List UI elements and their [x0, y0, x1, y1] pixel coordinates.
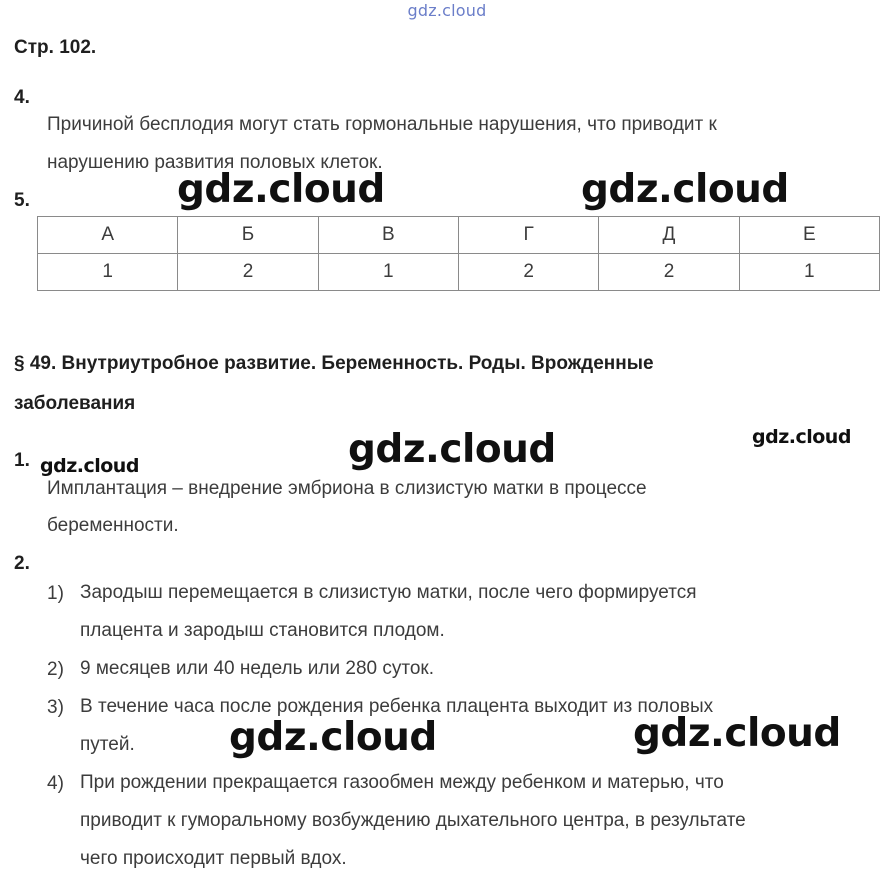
question-1-line-2: беременности. [47, 515, 179, 536]
watermark: gdz.cloud [348, 427, 556, 472]
list-item-4-line-2: приводит к гуморальному возбуждению дыхательного центра, в результате [80, 810, 746, 831]
list-item-3-number: 3) [47, 697, 64, 718]
watermark: gdz.cloud [752, 426, 851, 448]
answer-letter-cell: А [38, 217, 178, 254]
list-item-1-number: 1) [47, 583, 64, 604]
top-watermark: gdz.cloud [407, 1, 487, 20]
answer-value-cell: 1 [318, 254, 458, 291]
answer-value-cell: 2 [599, 254, 739, 291]
task-4-line-1: Причиной бесплодия могут стать гормональные нарушения, что приводит к [47, 114, 717, 135]
answer-table-value-row [38, 254, 880, 291]
question-2-number: 2. [14, 553, 30, 574]
watermark: gdz.cloud [40, 455, 139, 477]
section-heading-line-2: заболевания [14, 393, 136, 414]
list-item-1-line-1: Зародыш перемещается в слизистую матки, после чего формируется [80, 582, 697, 603]
list-item-4-line-1: При рождении прекращается газообмен между ребенком и матерью, что [80, 772, 724, 793]
question-1-number: 1. [14, 450, 30, 471]
answer-value-cell: 2 [178, 254, 318, 291]
list-item-2-line-1: 9 месяцев или 40 недель или 280 суток. [80, 658, 435, 679]
list-item-3-line-1: В течение часа после рождения ребенка плацента выходит из половых [80, 696, 714, 717]
answer-letter-cell: В [318, 217, 458, 254]
answer-value-cell: 1 [38, 254, 178, 291]
watermark: gdz.cloud [177, 167, 385, 212]
list-item-4-number: 4) [47, 773, 64, 794]
answer-value-cell: 2 [458, 254, 598, 291]
list-item-1-line-2: плацента и зародыш становится плодом. [80, 620, 445, 641]
answer-letter-cell: Д [599, 217, 739, 254]
answer-value-cell: 1 [739, 254, 879, 291]
answer-table-header-row [38, 217, 880, 254]
answer-letter-cell: Е [739, 217, 879, 254]
page-reference: Стр. 102. [14, 37, 97, 58]
task-5-number: 5. [14, 190, 30, 211]
watermark: gdz.cloud [633, 711, 841, 756]
answer-table [37, 216, 880, 291]
section-heading-line-1: § 49. Внутриутробное развитие. Беременность. Роды. Врожденные [14, 353, 654, 374]
answer-letter-cell: Г [458, 217, 598, 254]
task-4-number: 4. [14, 87, 30, 108]
list-item-3-line-2: путей. [80, 734, 135, 755]
watermark: gdz.cloud [229, 715, 437, 760]
task-4-line-2: нарушению развития половых клеток. [47, 152, 383, 173]
list-item-2-number: 2) [47, 659, 64, 680]
question-1-line-1: Имплантация – внедрение эмбриона в слизистую матки в процессе [47, 478, 647, 499]
watermark: gdz.cloud [581, 167, 789, 212]
list-item-4-line-3: чего происходит первый вдох. [80, 848, 347, 869]
answer-letter-cell: Б [178, 217, 318, 254]
